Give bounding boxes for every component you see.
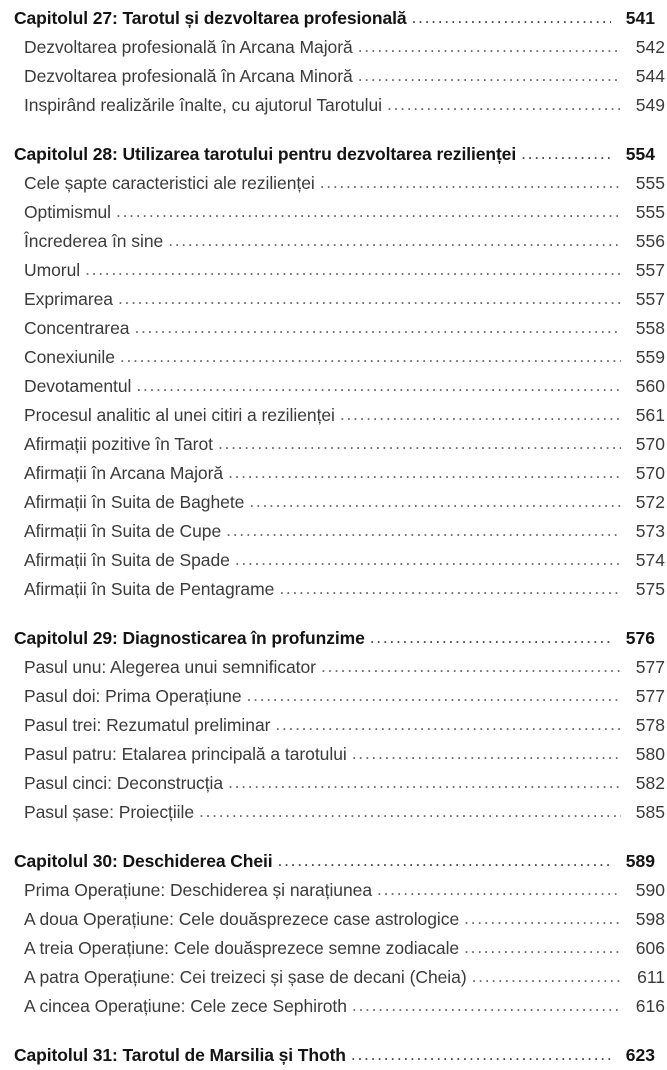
toc-entry-row[interactable] [24, 546, 665, 575]
leader-dots [370, 623, 611, 652]
chapter-title: Capitolul 31: Tarotul de Marsilia și Thoth [14, 1045, 346, 1065]
leader-dots [278, 846, 611, 875]
leader-dots [521, 139, 611, 168]
page-number: 585 [635, 802, 665, 822]
page-number: 616 [635, 996, 665, 1016]
section-gap [14, 120, 655, 140]
leader-dots [168, 226, 621, 255]
leader-dots [199, 797, 621, 826]
toc-entry-row[interactable] [24, 401, 665, 430]
section-gap [14, 827, 655, 847]
toc-entry-row[interactable] [24, 876, 665, 905]
section-gap [14, 604, 655, 624]
toc-entry-row[interactable] [24, 488, 665, 517]
leader-dots [352, 991, 621, 1020]
entry-title: A treia Operațiune: Cele douăsprezece semne zodiacale [24, 938, 460, 958]
toc-entry-row[interactable] [24, 740, 665, 769]
entry-title: Pasul patru: Etalarea principală a tarotului [24, 744, 347, 764]
page-number: 559 [635, 347, 665, 367]
page-number: 574 [635, 550, 665, 570]
chapter-title: Capitolul 27: Tarotul și dezvoltarea profesională [14, 8, 407, 28]
entry-title: Exprimarea [24, 289, 113, 309]
toc-chapter-row[interactable] [14, 847, 655, 876]
leader-dots [136, 371, 621, 400]
leader-dots [464, 933, 621, 962]
toc-entry-row[interactable] [24, 285, 665, 314]
leader-dots [377, 875, 621, 904]
page-number: 577 [635, 686, 665, 706]
page-number: 570 [635, 434, 665, 454]
page-number: 606 [635, 938, 665, 958]
page-number: 544 [635, 66, 665, 86]
leader-dots [412, 3, 612, 32]
page-number: 572 [635, 492, 665, 512]
toc-entry-row[interactable] [24, 256, 665, 285]
toc-entry-row[interactable] [24, 711, 665, 740]
entry-title: Pasul trei: Rezumatul preliminar [24, 715, 271, 735]
page-number: 598 [635, 909, 665, 929]
leader-dots [275, 710, 621, 739]
page-number: 541 [625, 8, 655, 28]
entry-title: Pasul doi: Prima Operațiune [24, 686, 242, 706]
page-number: 557 [635, 289, 665, 309]
leader-dots [228, 768, 621, 797]
toc-entry-row[interactable] [24, 343, 665, 372]
entry-title: Prima Operațiune: Deschiderea și narațiunea [24, 880, 373, 900]
leader-dots [387, 90, 621, 119]
page-number: 578 [635, 715, 665, 735]
toc-entry-row[interactable] [24, 575, 665, 604]
chapter-title: Capitolul 29: Diagnosticarea în profunzime [14, 628, 365, 648]
entry-title: Devotamentul [24, 376, 132, 396]
entry-title: Dezvoltarea profesională în Arcana Majoră [24, 37, 353, 57]
toc-entry-row[interactable] [24, 169, 665, 198]
chapter-title: Capitolul 28: Utilizarea tarotului pentru dezvoltarea rezilienței [14, 144, 517, 164]
leader-dots [247, 681, 621, 710]
entry-title: Cele șapte caracteristici ale rezilienței [24, 173, 315, 193]
entry-title: Afirmații în Suita de Pentagrame [24, 579, 275, 599]
leader-dots [464, 904, 621, 933]
leader-dots [120, 342, 621, 371]
toc-entry-row[interactable] [24, 769, 665, 798]
page-number: 577 [635, 657, 665, 677]
page-number: 549 [635, 95, 665, 115]
page-number: 590 [635, 880, 665, 900]
page-number: 575 [635, 579, 665, 599]
toc-entry-row[interactable] [24, 905, 665, 934]
leader-dots [118, 284, 621, 313]
toc-entry-row[interactable] [24, 91, 665, 120]
toc-entry-row[interactable] [24, 314, 665, 343]
page-number: 555 [635, 202, 665, 222]
page-number: 582 [635, 773, 665, 793]
toc-chapter-row[interactable] [14, 4, 655, 33]
entry-title: Afirmații în Arcana Majoră [24, 463, 224, 483]
toc-entry-row[interactable] [24, 934, 665, 963]
entry-title: Concentrarea [24, 318, 130, 338]
entry-title: Afirmații pozitive în Tarot [24, 434, 213, 454]
entry-title: Afirmații în Suita de Baghete [24, 492, 245, 512]
leader-dots [218, 429, 621, 458]
leader-dots [279, 574, 621, 603]
page-number: 560 [635, 376, 665, 396]
entry-title: Pasul cinci: Deconstrucția [24, 773, 224, 793]
toc-entry-row[interactable] [24, 963, 665, 992]
toc-entry-row[interactable] [24, 33, 665, 62]
entry-title: Încrederea în sine [24, 231, 164, 251]
page-number: 580 [635, 744, 665, 764]
leader-dots [235, 545, 621, 574]
leader-dots [249, 487, 621, 516]
leader-dots [340, 400, 621, 429]
entry-title: Pasul unu: Alegerea unui semnificator [24, 657, 316, 677]
page-number: 576 [625, 628, 655, 648]
entry-title: A patra Operațiune: Cei treizeci și șase de decani (Cheia) [24, 967, 467, 987]
page-number: 555 [635, 173, 665, 193]
section-gap [14, 1021, 655, 1041]
entry-title: Inspirând realizările înalte, cu ajutorul Tarotului [24, 95, 383, 115]
entry-title: Pasul șase: Proiecțiile [24, 802, 195, 822]
toc-chapter-row[interactable] [14, 140, 655, 169]
toc-entry-row[interactable] [24, 992, 665, 1021]
page-number: 554 [625, 144, 655, 164]
toc-entry-row[interactable] [24, 227, 665, 256]
chapter-title: Capitolul 30: Deschiderea Cheii [14, 851, 273, 871]
leader-dots [228, 458, 621, 487]
page-number: 573 [635, 521, 665, 541]
leader-dots [352, 739, 621, 768]
leader-dots [472, 962, 621, 991]
leader-dots [116, 197, 621, 226]
leader-dots [226, 516, 621, 545]
leader-dots [320, 168, 621, 197]
toc-entry-row[interactable] [24, 372, 665, 401]
entry-title: A cincea Operațiune: Cele zece Sephiroth [24, 996, 347, 1016]
entry-title: Afirmații în Suita de Spade [24, 550, 230, 570]
toc-entry-row[interactable] [24, 430, 665, 459]
leader-dots [358, 32, 621, 61]
page-number: 561 [635, 405, 665, 425]
leader-dots [358, 61, 621, 90]
toc-entry-row[interactable] [24, 653, 665, 682]
leader-dots [134, 313, 621, 342]
leader-dots [321, 652, 621, 681]
toc-entry-row[interactable] [24, 198, 665, 227]
toc-entry-row[interactable] [24, 517, 665, 546]
page-number: 611 [637, 967, 665, 987]
toc-chapter-row[interactable] [14, 624, 655, 653]
entry-title: Dezvoltarea profesională în Arcana Minoră [24, 66, 353, 86]
entry-title: A doua Operațiune: Cele douăsprezece case astrologice [24, 909, 460, 929]
entry-title: Optimismul [24, 202, 112, 222]
leader-dots [351, 1040, 611, 1069]
entry-title: Procesul analitic al unei citiri a rezilienței [24, 405, 335, 425]
page-number: 556 [635, 231, 665, 251]
page-number: 557 [635, 260, 665, 280]
leader-dots [85, 255, 621, 284]
toc-entry-row[interactable] [24, 62, 665, 91]
entry-title: Afirmații în Suita de Cupe [24, 521, 222, 541]
page-number: 589 [625, 851, 655, 871]
page-number: 623 [625, 1045, 655, 1065]
page-number: 558 [635, 318, 665, 338]
toc-entry-row[interactable] [24, 459, 665, 488]
toc-chapter-row[interactable] [14, 1041, 655, 1070]
page-number: 542 [635, 37, 665, 57]
entry-title: Conexiunile [24, 347, 115, 367]
entry-title: Umorul [24, 260, 81, 280]
toc-entry-row[interactable] [24, 798, 665, 827]
toc-entry-row[interactable] [24, 682, 665, 711]
page-number: 570 [635, 463, 665, 483]
